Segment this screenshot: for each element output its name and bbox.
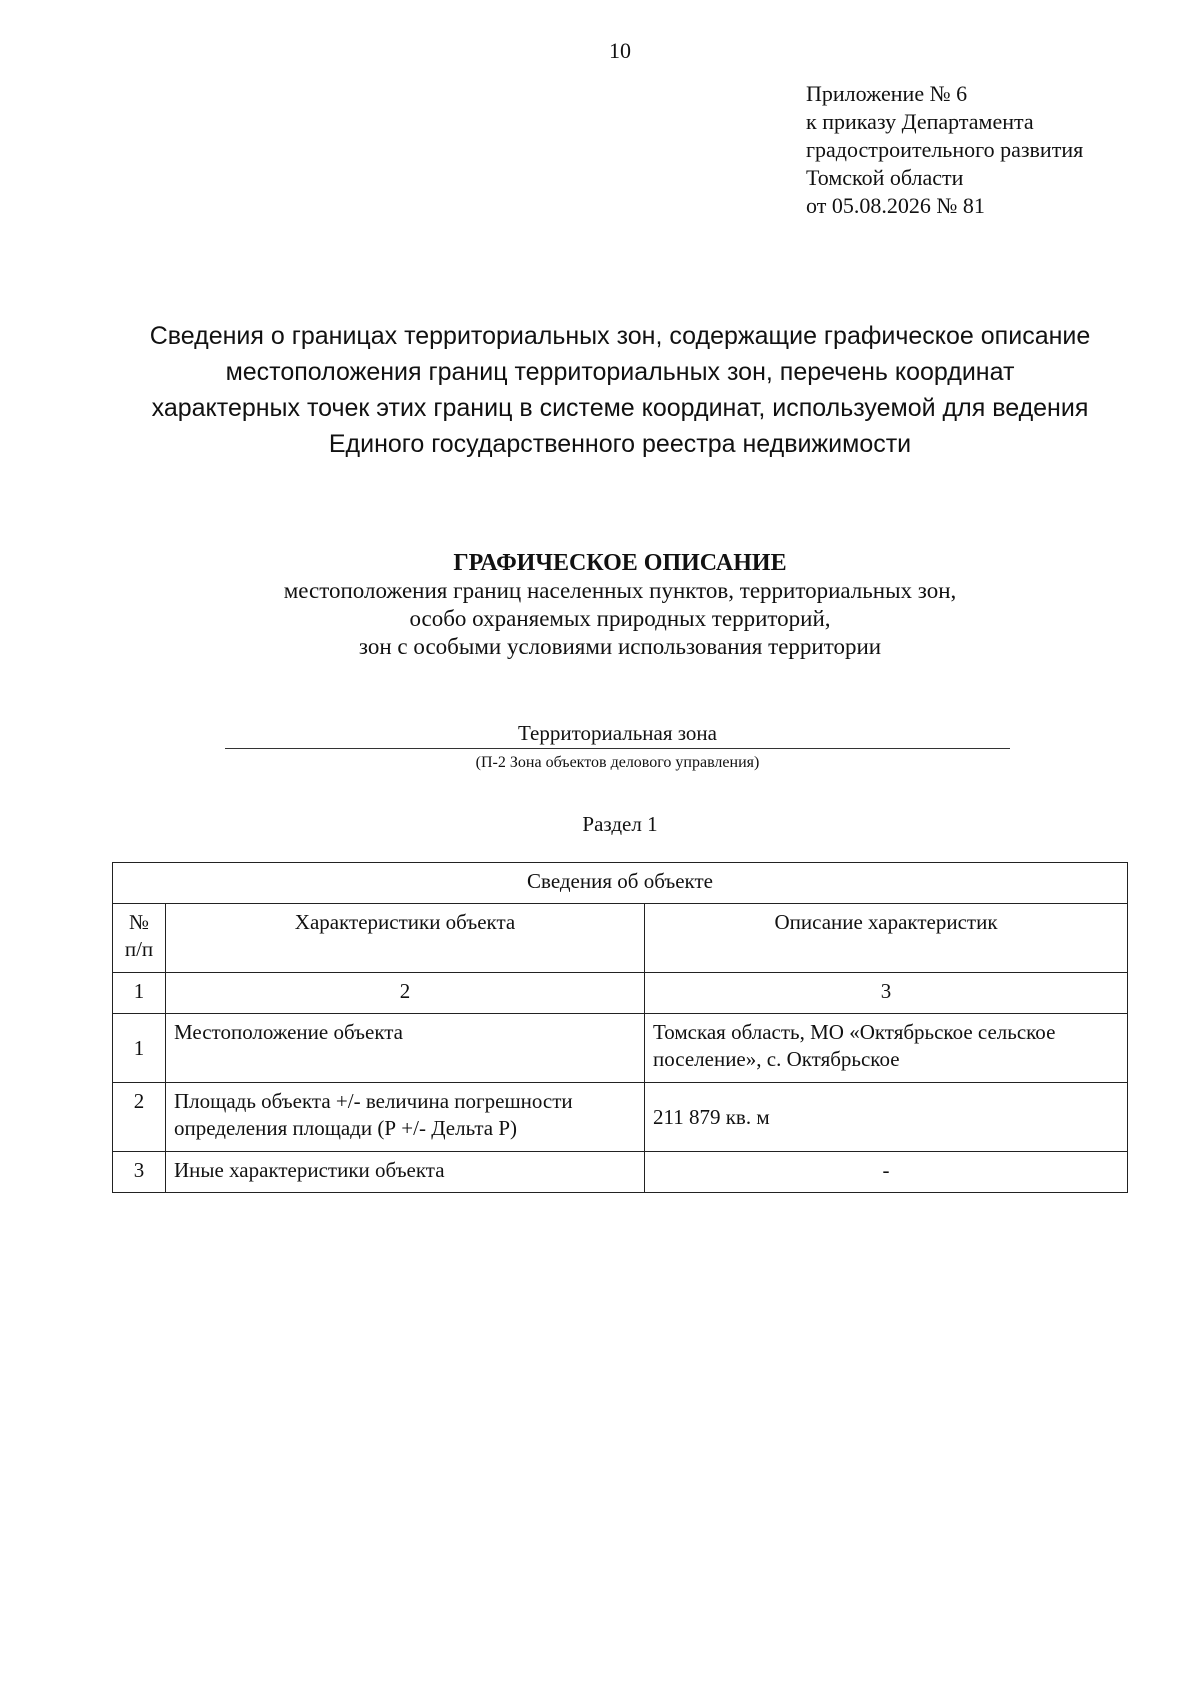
graphic-description-line: особо охраняемых природных территорий, [409, 606, 831, 631]
header-description: Описание характеристик [645, 904, 1128, 973]
appendix-line: Приложение № 6 [806, 81, 968, 106]
graphic-description-title: ГРАФИЧЕСКОЕ ОПИСАНИЕ [453, 550, 787, 576]
graphic-description-line: зон с особыми условиями использования территории [358, 634, 882, 659]
heading-line: местоположения границ территориальных зон, перечень координат [225, 358, 1015, 386]
table-row [113, 1083, 1128, 1152]
zone-label: Территориальная зона [225, 720, 1010, 749]
appendix-reference [806, 80, 1083, 220]
row-characteristic: Местоположение объекта [166, 1014, 645, 1083]
heading-line: характерных точек этих границ в системе координат, используемой для ведения [151, 394, 1089, 422]
row-num: 3 [113, 1152, 166, 1193]
index-cell: 2 [166, 973, 645, 1014]
heading-line: Единого государственного реестра недвижимости [328, 430, 912, 458]
row-description: 211 879 кв. м [645, 1083, 1128, 1152]
row-description: - [645, 1152, 1128, 1193]
row-characteristic: Площадь объекта +/- величина погрешности определения площади (Р +/- Дельта Р) [166, 1083, 645, 1152]
appendix-line: Томской области [806, 165, 964, 190]
graphic-description-block [100, 549, 1140, 661]
row-num: 2 [113, 1083, 166, 1152]
page-number: 10 [609, 38, 631, 63]
table-caption: Сведения об объекте [113, 863, 1128, 904]
appendix-line: к приказу Департамента [806, 109, 1034, 134]
heading-line: Сведения о границах территориальных зон, содержащие графическое описание [149, 322, 1091, 350]
appendix-line: градостроительного развития [806, 137, 1084, 162]
table-index-row [113, 973, 1128, 1014]
row-description: Томская область, МО «Октябрьское сельское поселение», с. Октябрьское [645, 1014, 1128, 1083]
document-heading [100, 318, 1140, 462]
table-row [113, 1014, 1128, 1083]
index-cell: 3 [645, 973, 1128, 1014]
row-num: 1 [113, 1014, 166, 1083]
row-characteristic: Иные характеристики объекта [166, 1152, 645, 1193]
section-title: Раздел 1 [582, 812, 658, 836]
header-num: № п/п [113, 904, 166, 973]
zone-name: (П-2 Зона объектов делового управления) [475, 754, 760, 771]
zone-block [225, 720, 1010, 774]
table-header-row [113, 904, 1128, 973]
object-info-table [112, 862, 1128, 1193]
index-cell: 1 [113, 973, 166, 1014]
table-caption-row [113, 863, 1128, 904]
appendix-line: от 05.08.2026 № 81 [806, 193, 985, 218]
table-row [113, 1152, 1128, 1193]
header-characteristic: Характеристики объекта [166, 904, 645, 973]
graphic-description-line: местоположения границ населенных пунктов, территориальных зон, [283, 578, 957, 603]
